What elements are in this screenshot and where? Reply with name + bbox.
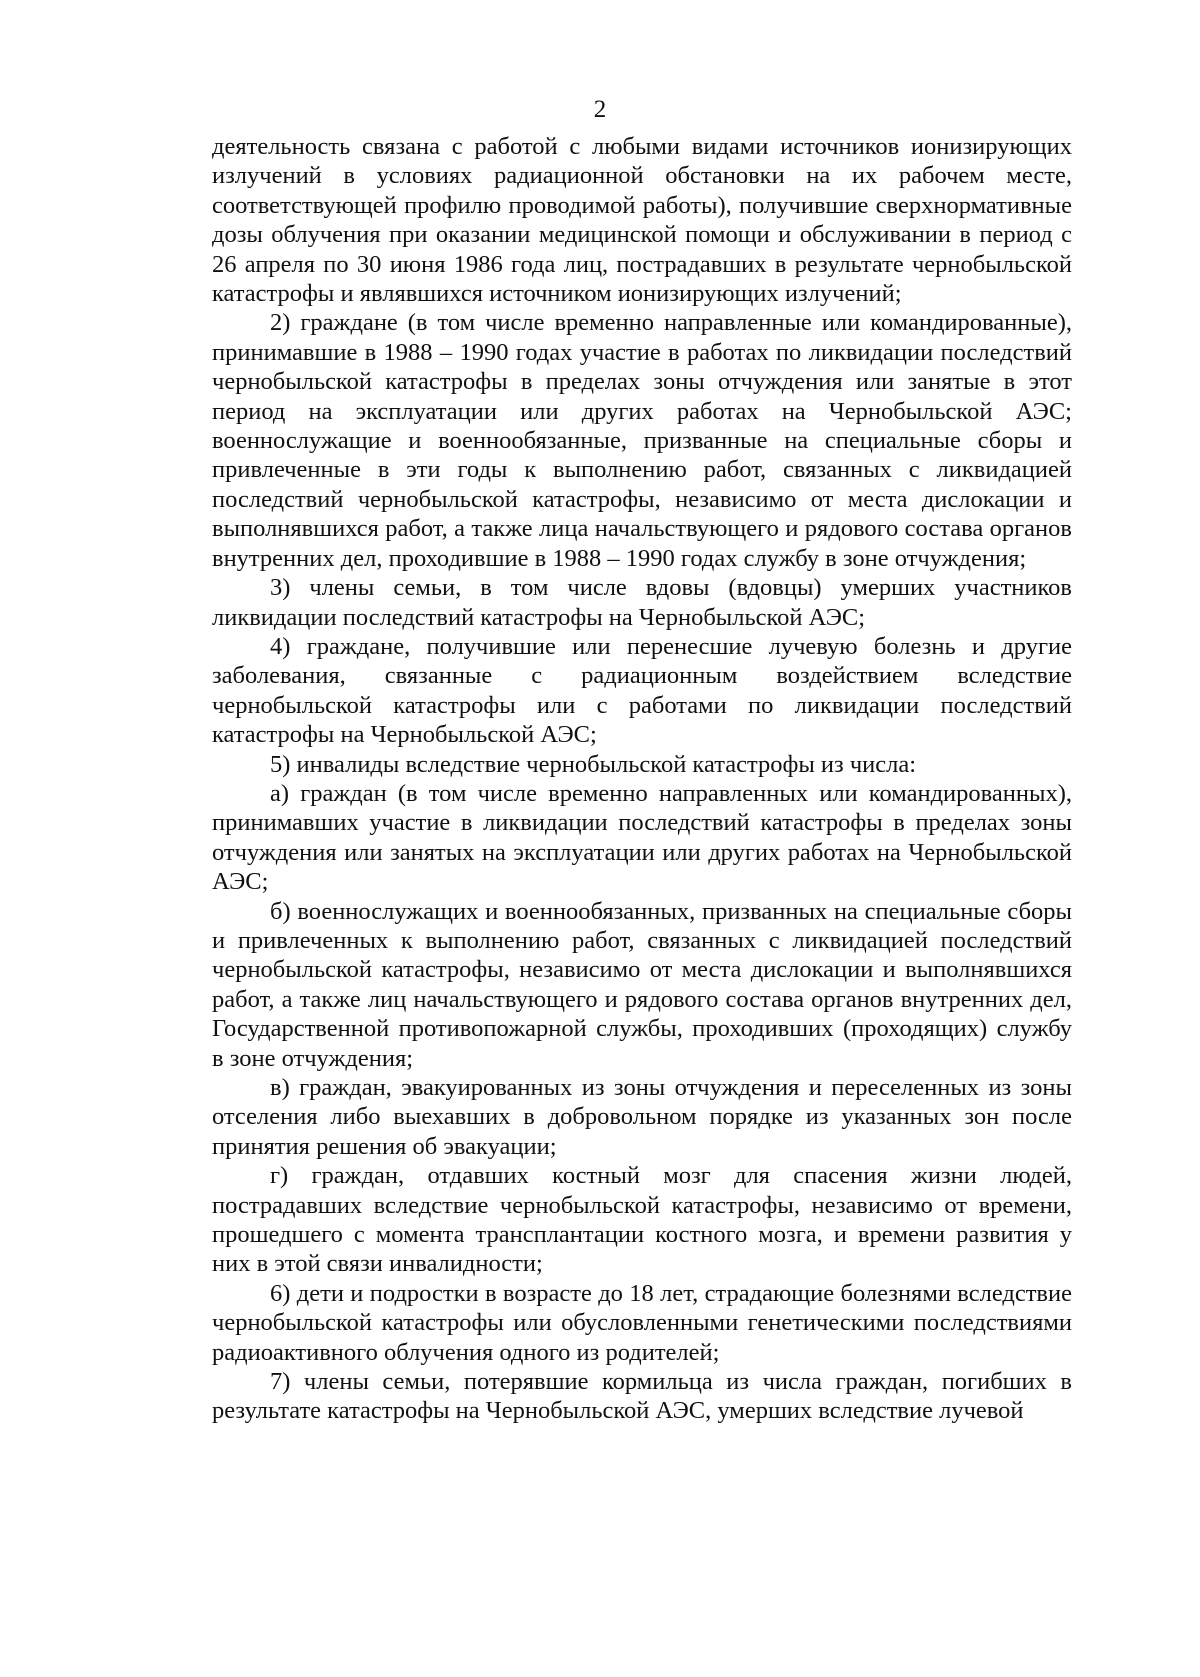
paragraph-item-3: 3) члены семьи, в том числе вдовы (вдовцы) умерших участников ликвидации последствий катастрофы на Чернобыльской АЭС; [212, 574, 1072, 631]
paragraph-item-5: 5) инвалиды вследствие чернобыльской катастрофы из числа: [270, 750, 917, 778]
paragraph-item-7: 7) члены семьи, потерявшие кормильца из числа граждан, погибших в результате катастрофы на Чернобыльской АЭС, умерших вследствие лучевой [212, 1368, 1072, 1425]
paragraph-subitem-v: в) граждан, эвакуированных из зоны отчуждения и переселенных из зоны отселения либо выехавших в добровольном порядке из указанных зон после принятия решения об эвакуации; [212, 1074, 1072, 1160]
document-body [212, 132, 1072, 1426]
paragraph-subitem-a: а) граждан (в том числе временно направленных или командированных), принимавших участие в ликвидации последствий катастрофы в пределах зоны отчуждения или занятых на эксплуатации или других работах на Чернобыльской АЭС; [212, 779, 1072, 896]
paragraph-subitem-b: б) военнослужащих и военнообязанных, призванных на специальные сборы и привлеченных к выполнению работ, связанных с ликвидацией последствий чернобыльской катастрофы, независимо от места дислокации и выполнявшихся работ, а также лиц начальствующего и рядового состава органов внутренних дел, Государственной противопожарной службы, проходивших (проходящих) службу в зоне отчуждения; [212, 897, 1072, 1072]
paragraph-subitem-g: г) граждан, отдавших костный мозг для спасения жизни людей, пострадавших вследствие чернобыльской катастрофы, независимо от времени, прошедшего с момента трансплантации костного мозга, и времени развития у них в этой связи инвалидности; [212, 1162, 1072, 1278]
page-number: 2 [593, 96, 607, 123]
paragraph-item-6: 6) дети и подростки в возрасте до 18 лет, страдающие болезнями вследствие чернобыльской катастрофы или обусловленными генетическими последствиями радиоактивного облучения одного из родителей; [212, 1279, 1072, 1366]
paragraph-item-2: 2) граждане (в том числе временно направленные или командированные), принимавшие в 1988 – 1990 годах участие в работах по ликвидации последствий чернобыльской катастрофы в пределах зоны отчуждения или занятые в этот период на эксплуатации или других работах на Чернобыльской АЭС; военнослужащие и военнообязанные, призванные на специальные сборы и привлеченные в эти годы к выполнению работ, связанных с ликвидацией последствий чернобыльской катастрофы, независимо от места дислокации и выполнявшихся работ, а также лица начальствующего и рядового состава органов внутренних дел, проходившие в 1988 – 1990 годах службу в зоне отчуждения; [212, 309, 1072, 572]
paragraph-continuation: деятельность связана с работой с любыми видами источников ионизирующих излучений в условиях радиационной обстановки на их рабочем месте, соответствующей профилю проводимой работы), получившие сверхнормативные дозы облучения при оказании медицинской помощи и обслуживании в период с 26 апреля по 30 июня 1986 года лиц, пострадавших в результате чернобыльской катастрофы и являвшихся источником ионизирующих излучений; [212, 133, 1072, 308]
paragraph-item-4: 4) граждане, получившие или перенесшие лучевую болезнь и другие заболевания, связанные с радиационным воздействием вследствие чернобыльской катастрофы или с работами по ликвидации последствий катастрофы на Чернобыльской АЭС; [212, 632, 1072, 749]
